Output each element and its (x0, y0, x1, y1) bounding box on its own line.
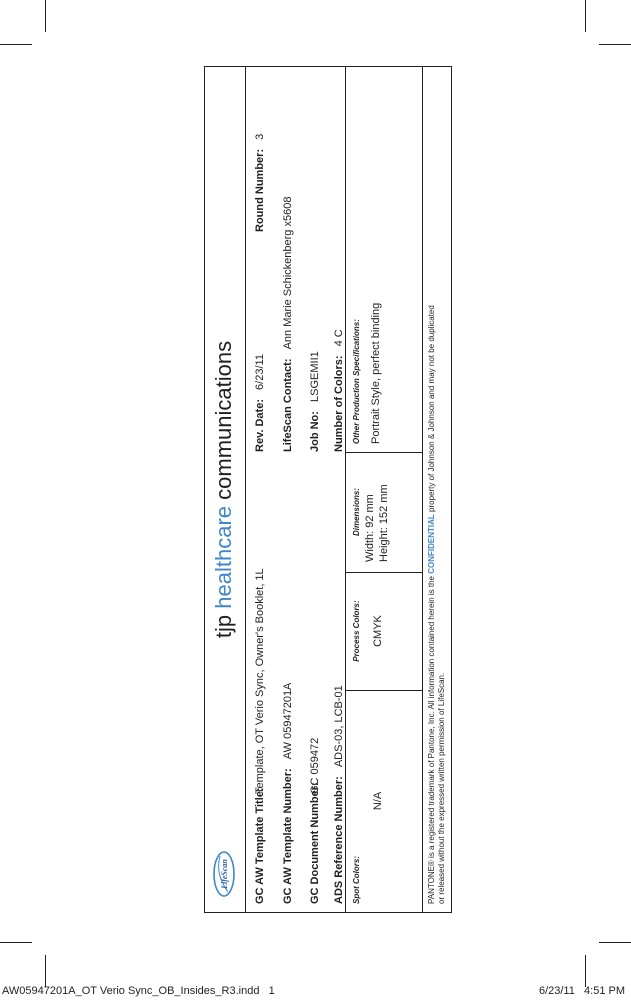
notice-line-1-a: PANTONE® is a registered trademark of Pantone, Inc. All information contained herein is the (427, 576, 436, 904)
row-document-number (308, 737, 322, 904)
job-no-label: Job No: (309, 411, 321, 452)
row-template-number (281, 683, 295, 904)
logo-text: LifeScan (220, 859, 229, 889)
crop-mark-bottom-right-horizontal (599, 942, 631, 943)
crop-mark-top-left-horizontal (0, 44, 32, 45)
row-rev-date (253, 354, 267, 452)
slug-timestamp: 6/23/11 4:51 PM (538, 985, 625, 997)
spot-colors-cell (346, 690, 422, 912)
notice-line-1-b: property of Johnson & Johnson and may not be duplicated (427, 305, 436, 512)
spot-colors-value: N/A (372, 791, 384, 811)
other-specs-label: Other Production Specifications: (352, 319, 361, 444)
row-lifescan-contact (281, 197, 295, 452)
document-number-label: GC Document Number: (309, 782, 321, 904)
process-colors-value: CMYK (372, 615, 384, 647)
dimensions-label: Dimensions: (352, 488, 361, 537)
job-no-value: LSGEMII1 (309, 351, 321, 402)
brand-communications: communications (211, 340, 236, 500)
row-job-no (308, 351, 322, 452)
brand-healthcare: healthcare (211, 505, 236, 609)
template-title-value: Template, OT Verio Sync, Owner's Booklet, 1L (254, 568, 266, 794)
crop-mark-bottom-left-vertical (45, 955, 46, 987)
number-of-colors-label: Number of Colors: (333, 355, 345, 452)
crop-mark-top-right-horizontal (599, 44, 631, 45)
confidential-label: CONFIDENTIAL (427, 514, 436, 574)
brand-title (211, 67, 237, 912)
other-specs-cell (346, 67, 422, 452)
template-number-value: AW 05947201A (282, 682, 294, 760)
crop-mark-bottom-right-vertical (585, 955, 586, 987)
row-number-of-colors (334, 329, 344, 452)
ads-reference-label: ADS Reference Number: (333, 776, 345, 904)
height-value: Height: 152 mm (378, 484, 390, 562)
row-template-title (253, 568, 267, 904)
round-number-value: 3 (254, 133, 266, 140)
slug-filename: AW05947201A_OT Verio Sync_OB_Insides_R3.indd 1 (2, 985, 275, 997)
crop-mark-top-left-vertical (45, 0, 46, 32)
spec-sheet-rotated (204, 66, 452, 913)
rev-date-label: Rev. Date: (254, 399, 266, 452)
brand-tjp: tjp (211, 614, 236, 639)
process-colors-cell (346, 572, 422, 690)
rev-date-value: 6/23/11 (254, 354, 266, 390)
round-number-label: Round Number: (254, 148, 266, 232)
spot-colors-label: Spot Colors: (352, 856, 361, 904)
lifescan-contact-label: LifeScan Contact: (282, 358, 294, 452)
process-colors-label: Process Colors: (352, 600, 361, 662)
ads-reference-value: ADS-03, LCB-01 (333, 685, 345, 768)
lifescan-contact-value: Ann Marie Schickenberg x5608 (282, 196, 294, 350)
spec-cells (345, 67, 423, 912)
notice-line-1 (427, 84, 437, 904)
confidentiality-notice (427, 84, 447, 904)
dimensions-cell (346, 452, 422, 572)
template-number-label: GC AW Template Number: (282, 768, 294, 904)
sheet-header (205, 67, 246, 912)
other-specs-value: Portrait Style, perfect binding (370, 302, 382, 444)
number-of-colors-value: 4 C (333, 329, 345, 347)
row-round-number (253, 134, 267, 232)
notice-line-2: or released without the expressed written permission of LifeScan. (437, 672, 446, 904)
crop-mark-top-right-vertical (585, 0, 586, 32)
crop-mark-bottom-left-horizontal (0, 942, 32, 943)
width-value: Width: 92 mm (364, 494, 376, 562)
document-number-value: GC 059472 (309, 737, 321, 794)
spec-sheet (204, 66, 452, 913)
template-title-label: GC AW Template Title: (254, 787, 266, 904)
row-ads-reference (334, 685, 344, 904)
